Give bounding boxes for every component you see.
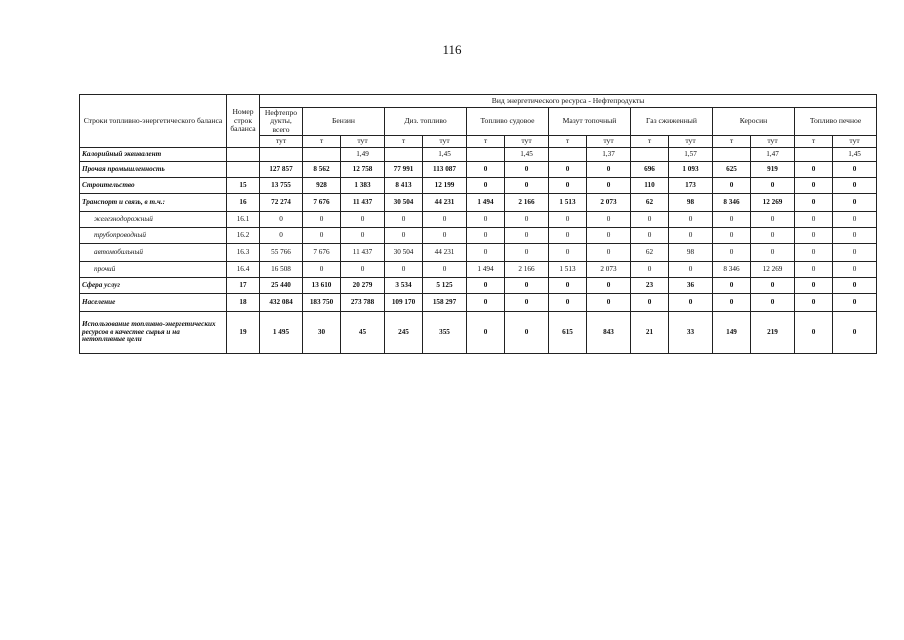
table-cell: 0 (795, 194, 833, 212)
table-cell: 0 (795, 262, 833, 278)
header-resource: Бензин (303, 108, 385, 136)
table-cell: 0 (631, 262, 669, 278)
header-unit: т (385, 136, 423, 148)
table-cell: 0 (751, 178, 795, 194)
table-cell: 2 166 (505, 262, 549, 278)
header-unit: тут (341, 136, 385, 148)
table-cell: 0 (795, 312, 833, 354)
row-label: прочий (80, 262, 227, 278)
table-cell: 1,45 (423, 148, 467, 162)
table-cell: 1,45 (833, 148, 877, 162)
table-cell: 62 (631, 244, 669, 262)
row-label: Сфера услуг (80, 278, 227, 294)
table-cell: 12 269 (751, 262, 795, 278)
table-cell: 110 (631, 178, 669, 194)
table-cell: 0 (385, 212, 423, 228)
table-cell: 0 (751, 278, 795, 294)
header-resource-group: Вид энергетического ресурса - Нефтепродукты (260, 95, 877, 108)
table-cell (631, 148, 669, 162)
table-cell: 44 231 (423, 244, 467, 262)
table-cell: 8 413 (385, 178, 423, 194)
table-cell: 355 (423, 312, 467, 354)
table-cell: 77 991 (385, 162, 423, 178)
table-cell: 72 274 (260, 194, 303, 212)
table-cell: 0 (587, 162, 631, 178)
table-cell: 0 (587, 244, 631, 262)
table-cell: 5 125 (423, 278, 467, 294)
table-cell: 0 (467, 212, 505, 228)
header-unit: т (549, 136, 587, 148)
table-cell: 2 073 (587, 194, 631, 212)
table-row (80, 312, 877, 354)
header-unit: т (795, 136, 833, 148)
header-resource: Топливо судовое (467, 108, 549, 136)
table-cell: 30 504 (385, 244, 423, 262)
row-number: 16.2 (227, 228, 260, 244)
table-cell: 0 (505, 244, 549, 262)
table-cell: 0 (505, 212, 549, 228)
table-cell: 0 (467, 278, 505, 294)
table-cell: 1 513 (549, 194, 587, 212)
table-cell (385, 148, 423, 162)
table-cell: 0 (631, 228, 669, 244)
table-cell: 0 (795, 244, 833, 262)
table-cell: 21 (631, 312, 669, 354)
table-cell: 0 (713, 294, 751, 312)
table-cell: 0 (467, 244, 505, 262)
table-cell: 113 087 (423, 162, 467, 178)
table-row (80, 278, 877, 294)
table-cell: 13 755 (260, 178, 303, 194)
table-cell: 3 534 (385, 278, 423, 294)
table-cell: 0 (669, 294, 713, 312)
table-cell: 0 (587, 212, 631, 228)
table-cell: 928 (303, 178, 341, 194)
header-resource: Диз. топливо (385, 108, 467, 136)
header-resource: Нефтепро дукты, всего (260, 108, 303, 136)
table-cell: 0 (833, 278, 877, 294)
table-cell: 1,37 (587, 148, 631, 162)
table-cell: 0 (833, 262, 877, 278)
table-cell: 0 (713, 278, 751, 294)
table-cell: 0 (505, 312, 549, 354)
table-cell: 0 (341, 228, 385, 244)
table-row (80, 262, 877, 278)
header-row-number: Номер строк баланса (227, 95, 260, 148)
table-cell: 0 (385, 228, 423, 244)
table-row (80, 148, 877, 162)
table-cell: 0 (631, 212, 669, 228)
table-cell: 0 (467, 162, 505, 178)
table-cell: 0 (587, 278, 631, 294)
header-unit: тут (587, 136, 631, 148)
row-label: Транспорт и связь, в т.ч.: (80, 194, 227, 212)
table-cell: 0 (260, 212, 303, 228)
table-cell: 13 610 (303, 278, 341, 294)
table-cell: 1,49 (341, 148, 385, 162)
table-cell: 0 (833, 162, 877, 178)
table-cell: 127 857 (260, 162, 303, 178)
table-cell: 12 758 (341, 162, 385, 178)
row-label: Население (80, 294, 227, 312)
table-row (80, 244, 877, 262)
table-row (80, 212, 877, 228)
row-number: 19 (227, 312, 260, 354)
table-cell: 0 (833, 312, 877, 354)
table-cell: 20 279 (341, 278, 385, 294)
table-cell: 0 (587, 228, 631, 244)
header-resource: Газ сжиженный (631, 108, 713, 136)
table-cell: 0 (341, 262, 385, 278)
table-cell: 8 346 (713, 262, 751, 278)
table-cell: 0 (549, 162, 587, 178)
table-cell: 843 (587, 312, 631, 354)
header-unit: тут (260, 136, 303, 148)
table-cell: 0 (751, 294, 795, 312)
table-cell: 183 750 (303, 294, 341, 312)
table-row (80, 162, 877, 178)
table-cell: 12 269 (751, 194, 795, 212)
table-cell: 1 494 (467, 194, 505, 212)
table-cell: 0 (833, 178, 877, 194)
row-label: Калорийный эквивалент (80, 148, 227, 162)
table-cell: 432 084 (260, 294, 303, 312)
table-cell: 149 (713, 312, 751, 354)
table-cell: 0 (505, 162, 549, 178)
table-cell: 0 (795, 294, 833, 312)
table-cell: 696 (631, 162, 669, 178)
table-cell: 0 (505, 294, 549, 312)
table-cell: 1 383 (341, 178, 385, 194)
table-cell: 0 (795, 178, 833, 194)
table-cell: 1 494 (467, 262, 505, 278)
table-row (80, 294, 877, 312)
row-number: 16.4 (227, 262, 260, 278)
table-cell: 0 (423, 262, 467, 278)
table-cell: 11 437 (341, 244, 385, 262)
table-cell: 44 231 (423, 194, 467, 212)
table-cell: 0 (713, 228, 751, 244)
table-cell: 36 (669, 278, 713, 294)
table-cell (549, 148, 587, 162)
header-unit: тут (423, 136, 467, 148)
table-row (80, 178, 877, 194)
table-cell: 0 (795, 228, 833, 244)
table-cell: 158 297 (423, 294, 467, 312)
header-unit: тут (751, 136, 795, 148)
table-row (80, 228, 877, 244)
table-cell: 98 (669, 244, 713, 262)
table-cell: 0 (751, 212, 795, 228)
row-label: Прочая промышленность (80, 162, 227, 178)
table-cell: 2 166 (505, 194, 549, 212)
table-cell: 0 (467, 294, 505, 312)
row-number: 18 (227, 294, 260, 312)
table-cell: 219 (751, 312, 795, 354)
row-label: трубопроводный (80, 228, 227, 244)
row-number (227, 162, 260, 178)
table-cell: 8 346 (713, 194, 751, 212)
table-cell: 0 (303, 212, 341, 228)
table-cell: 1 093 (669, 162, 713, 178)
table-cell: 8 562 (303, 162, 341, 178)
table-cell (713, 148, 751, 162)
row-label: автомобильный (80, 244, 227, 262)
table-cell: 98 (669, 194, 713, 212)
table-cell: 0 (795, 162, 833, 178)
table-cell: 0 (669, 228, 713, 244)
fuel-balance-table (79, 94, 877, 354)
table-cell: 0 (833, 212, 877, 228)
table-cell: 0 (549, 228, 587, 244)
table-cell: 919 (751, 162, 795, 178)
table-cell: 0 (669, 262, 713, 278)
table-cell: 55 766 (260, 244, 303, 262)
row-number (227, 148, 260, 162)
table-cell: 0 (385, 262, 423, 278)
table-cell: 0 (549, 212, 587, 228)
table-cell: 0 (751, 228, 795, 244)
table-cell: 0 (795, 278, 833, 294)
table-cell: 16 508 (260, 262, 303, 278)
row-label: Использование топливно-энергетических ресурсов в качестве сырья и на нетопливные цели (80, 312, 227, 354)
table-cell (795, 148, 833, 162)
row-number: 15 (227, 178, 260, 194)
header-row-labels: Строки топливно-энергетического баланса (80, 95, 227, 148)
table-cell: 0 (303, 228, 341, 244)
table-cell: 11 437 (341, 194, 385, 212)
table-cell: 30 (303, 312, 341, 354)
table-cell: 1,57 (669, 148, 713, 162)
table-cell: 0 (303, 262, 341, 278)
table-cell (303, 148, 341, 162)
table-cell (467, 148, 505, 162)
table-cell: 0 (713, 244, 751, 262)
table-cell: 615 (549, 312, 587, 354)
table-cell: 245 (385, 312, 423, 354)
table-cell: 0 (713, 212, 751, 228)
header-resource: Керосин (713, 108, 795, 136)
table-cell: 45 (341, 312, 385, 354)
header-unit: т (303, 136, 341, 148)
table-cell: 0 (751, 244, 795, 262)
header-unit: т (631, 136, 669, 148)
table-cell: 0 (833, 294, 877, 312)
table-cell: 1,45 (505, 148, 549, 162)
table-cell: 0 (505, 278, 549, 294)
table-cell: 0 (587, 178, 631, 194)
table-cell (260, 148, 303, 162)
row-label: Строительство (80, 178, 227, 194)
table-cell: 0 (260, 228, 303, 244)
table-cell: 0 (833, 244, 877, 262)
table-cell: 2 073 (587, 262, 631, 278)
table-cell: 0 (423, 212, 467, 228)
table-cell: 1 495 (260, 312, 303, 354)
table-cell: 7 676 (303, 244, 341, 262)
table-cell: 62 (631, 194, 669, 212)
table-cell: 33 (669, 312, 713, 354)
table-cell: 0 (549, 278, 587, 294)
table-cell: 0 (795, 212, 833, 228)
table-cell: 0 (833, 228, 877, 244)
table-cell: 0 (423, 228, 467, 244)
table-cell: 0 (587, 294, 631, 312)
table-cell: 25 440 (260, 278, 303, 294)
table-cell: 7 676 (303, 194, 341, 212)
table-cell: 1 513 (549, 262, 587, 278)
header-unit: т (713, 136, 751, 148)
table-cell: 1,47 (751, 148, 795, 162)
table-cell: 0 (341, 212, 385, 228)
table-cell: 625 (713, 162, 751, 178)
header-unit: тут (669, 136, 713, 148)
header-unit: т (467, 136, 505, 148)
table-cell: 0 (833, 194, 877, 212)
table-cell: 0 (669, 212, 713, 228)
table-cell: 0 (505, 178, 549, 194)
table-cell: 0 (549, 294, 587, 312)
table-cell: 0 (713, 178, 751, 194)
table-cell: 12 199 (423, 178, 467, 194)
table-cell: 273 788 (341, 294, 385, 312)
table-cell: 0 (467, 178, 505, 194)
row-label: железнодорожный (80, 212, 227, 228)
table-cell: 30 504 (385, 194, 423, 212)
header-resource: Мазут топочный (549, 108, 631, 136)
table-cell: 0 (549, 244, 587, 262)
table-cell: 0 (631, 294, 669, 312)
table-row (80, 194, 877, 212)
table-cell: 23 (631, 278, 669, 294)
row-number: 16 (227, 194, 260, 212)
page-number: 116 (442, 42, 462, 57)
header-unit: тут (833, 136, 877, 148)
table-cell: 173 (669, 178, 713, 194)
table-cell: 0 (467, 312, 505, 354)
header-resource: Топливо печное (795, 108, 877, 136)
row-number: 17 (227, 278, 260, 294)
table-cell: 0 (467, 228, 505, 244)
table-cell: 0 (505, 228, 549, 244)
row-number: 16.3 (227, 244, 260, 262)
row-number: 16.1 (227, 212, 260, 228)
table-cell: 0 (549, 178, 587, 194)
header-unit: тут (505, 136, 549, 148)
table-cell: 109 170 (385, 294, 423, 312)
